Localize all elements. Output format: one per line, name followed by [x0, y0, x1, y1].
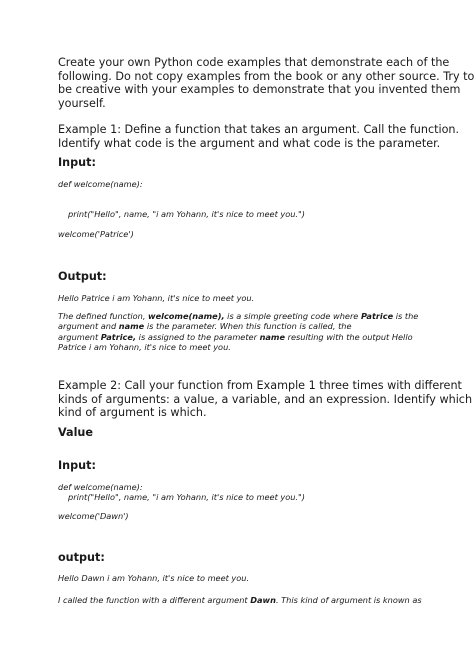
example2-heading-line: kind of argument is which.	[58, 406, 207, 420]
emphasis: welcome(name),	[148, 311, 225, 321]
explanation-line	[58, 595, 434, 605]
intro-line: following. Do not copy examples from the book or any other source. Try to	[58, 69, 474, 83]
example1-input-label: Input:	[58, 156, 96, 169]
text: The defined function,	[58, 311, 149, 321]
output-text: Hello Patrice i am Yohann, it's nice to meet you.	[58, 293, 255, 303]
explanation-line	[58, 311, 434, 321]
text: resulting with the output Hello	[285, 331, 413, 342]
emphasis: Patrice,	[100, 331, 137, 342]
intro-line: be creative with your examples to demonstrate that you invented them	[58, 83, 461, 97]
example2-heading-line: Example 2: Call your function from Example 1 three times with different	[58, 379, 462, 392]
code-line: def welcome(name):	[58, 179, 143, 189]
code-line: welcome('Patrice')	[58, 229, 134, 239]
text: is a simple greeting code where	[224, 311, 361, 321]
example1-heading-line: Example 1: Define a function that takes an argument. Call the function.	[58, 123, 460, 136]
example2-output-label: output:	[58, 551, 105, 564]
intro-line: Create your own Python code examples that demonstrate each of the	[58, 56, 450, 69]
emphasis: name	[118, 321, 145, 332]
explanation-paragraph	[58, 311, 434, 353]
text: . This kind of argument is known as	[275, 595, 422, 605]
text: argument and	[58, 321, 119, 332]
example1-output-label: Output:	[58, 270, 107, 283]
example2-heading-line: kinds of arguments: a value, a variable, and an expression. Identify which	[58, 392, 473, 406]
explanation-line	[58, 332, 434, 342]
explanation-line	[58, 342, 434, 352]
example1-heading-line: Identify what code is the argument and what code is the parameter.	[58, 136, 441, 150]
intro-paragraph	[58, 56, 474, 110]
text: is assigned to the parameter	[136, 331, 260, 342]
example2-input-label: Input:	[58, 459, 96, 472]
text: Patrice i am Yohann, it's nice to meet you.	[58, 342, 231, 353]
code-line: welcome('Dawn')	[58, 511, 129, 521]
code-line: def welcome(name):	[58, 482, 143, 492]
text: I called the function with a different argument	[58, 595, 251, 605]
example2-value-label: Value	[58, 426, 93, 439]
intro-line: yourself.	[58, 96, 106, 110]
text: is the	[393, 311, 419, 321]
emphasis: name	[259, 331, 286, 342]
output-text: Hello Dawn i am Yohann, it's nice to meet you.	[58, 573, 250, 583]
example2-heading	[58, 379, 473, 420]
emphasis: Patrice	[360, 311, 394, 321]
explanation-line	[58, 321, 434, 331]
code-line: print("Hello", name, "i am Yohann, it's nice to meet you.")	[68, 492, 305, 503]
code-block	[58, 482, 434, 503]
emphasis: Dawn	[250, 595, 276, 605]
text: argument	[58, 331, 101, 342]
example1-heading	[58, 123, 460, 150]
code-line: print("Hello", name, "i am Yohann, it's nice to meet you.")	[68, 209, 305, 219]
text: is the parameter. When this function is called, the	[144, 321, 352, 332]
